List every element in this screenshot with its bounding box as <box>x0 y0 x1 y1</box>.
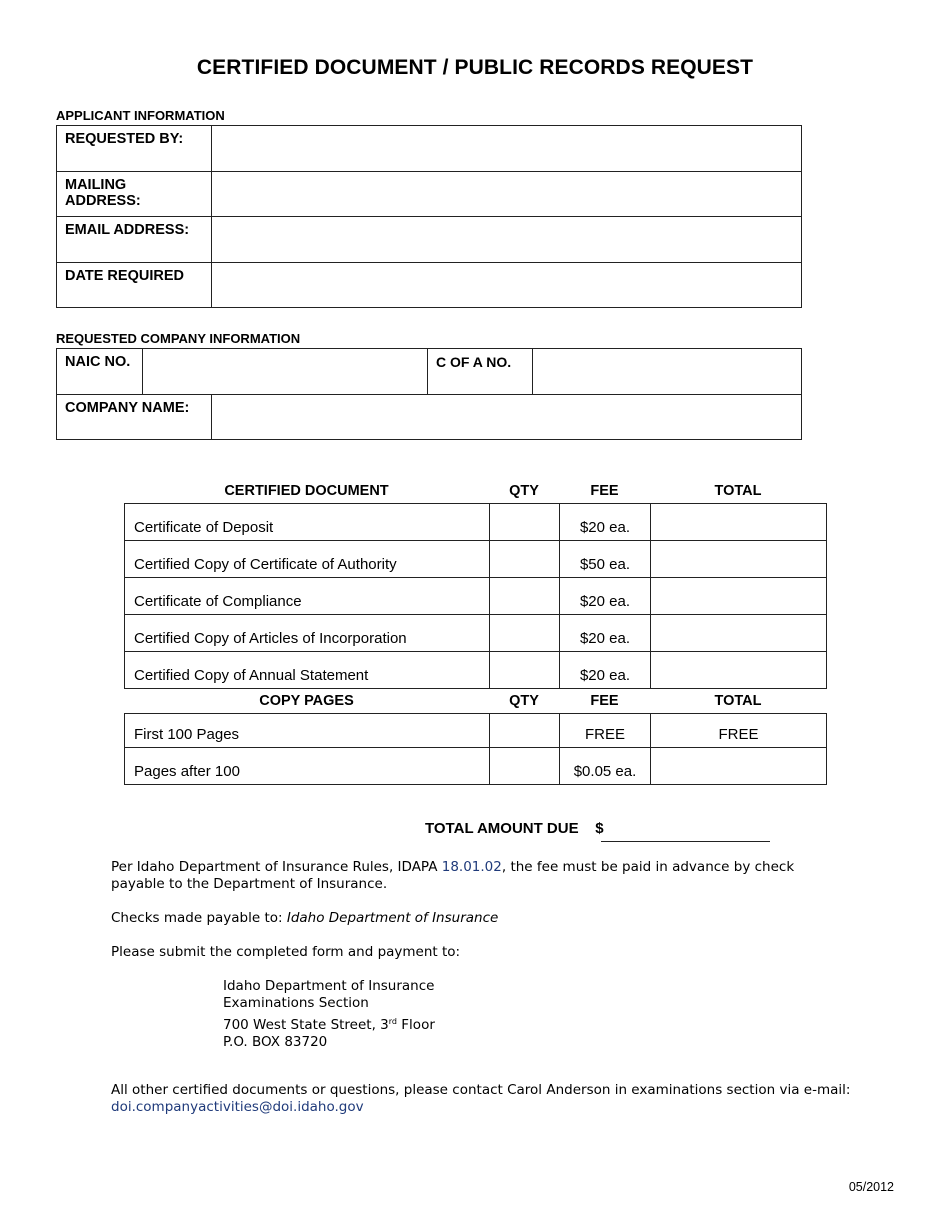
address-line: P.O. BOX 83720 <box>223 1033 328 1050</box>
table-row <box>125 504 827 541</box>
total-input[interactable] <box>651 578 826 610</box>
fee-value: FREE <box>560 714 651 748</box>
applicant-table <box>56 125 802 308</box>
total-input[interactable] <box>651 615 826 647</box>
fee-value: $0.05 ea. <box>560 748 651 785</box>
document-item: Certified Copy of Certificate of Authority <box>125 541 490 578</box>
requested-by-label: REQUESTED BY: <box>57 126 212 172</box>
document-item: Certificate of Deposit <box>125 504 490 541</box>
total-input[interactable] <box>651 748 826 780</box>
mailing-address-label: MAILING ADDRESS: <box>57 172 212 217</box>
fee-header: FEE <box>590 483 619 499</box>
coa-label: C OF A NO. <box>428 349 533 395</box>
total-value: FREE <box>651 714 827 748</box>
currency-symbol: $ <box>595 820 604 837</box>
checks-payable-text <box>111 910 846 927</box>
copy-pages-header: COPY PAGES <box>259 693 354 709</box>
qty-input[interactable] <box>490 715 559 747</box>
total-header: TOTAL <box>714 693 762 709</box>
document-item: Certified Copy of Articles of Incorporation <box>125 615 490 652</box>
rules-text-end: , the fee must be paid in advance by check payable to the Department of Insurance. <box>111 859 795 892</box>
total-input[interactable] <box>651 504 826 536</box>
fee-header: FEE <box>590 693 619 709</box>
contact-message: All other certified documents or questions, please contact Carol Anderson in examinations section via e-mail: <box>111 1082 851 1098</box>
document-item: Certificate of Compliance <box>125 578 490 615</box>
ordinal-suffix: rd <box>388 1016 397 1026</box>
total-input[interactable] <box>651 541 826 573</box>
qty-input[interactable] <box>490 545 559 577</box>
certified-document-table <box>124 503 827 689</box>
coa-field[interactable] <box>533 349 801 373</box>
rules-text-start: Per Idaho Department of Insurance Rules, IDAPA <box>111 859 442 875</box>
checks-label: Checks made payable to: <box>111 910 287 926</box>
contact-text <box>111 1082 856 1116</box>
email-address-label: EMAIL ADDRESS: <box>57 217 212 263</box>
table-row <box>125 615 827 652</box>
total-amount-due <box>425 820 604 837</box>
date-required-label: DATE REQUIRED <box>57 263 212 308</box>
fee-value: $50 ea. <box>560 541 651 578</box>
total-amount-due-label: TOTAL AMOUNT DUE <box>425 820 579 837</box>
contact-email-link[interactable]: doi.companyactivities@doi.idaho.gov <box>111 1099 364 1115</box>
email-address-field[interactable] <box>212 217 801 241</box>
company-section-heading: REQUESTED COMPANY INFORMATION <box>56 331 301 346</box>
floor-text: Floor <box>397 1016 435 1033</box>
total-header: TOTAL <box>714 483 762 499</box>
naic-label: NAIC NO. <box>57 349 143 395</box>
street-text: 700 West State Street, 3 <box>223 1016 389 1033</box>
certified-document-header: CERTIFIED DOCUMENT <box>224 483 389 499</box>
company-name-label: COMPANY NAME: <box>57 395 212 440</box>
address-line: Idaho Department of Insurance <box>223 978 435 994</box>
copy-item: First 100 Pages <box>125 714 490 748</box>
requested-by-field[interactable] <box>212 126 801 150</box>
payment-rules-text <box>111 859 846 893</box>
submit-instructions: Please submit the completed form and payment to: <box>111 944 461 960</box>
qty-input[interactable] <box>490 656 559 688</box>
naic-field[interactable] <box>143 349 427 373</box>
fee-value: $20 ea. <box>560 578 651 615</box>
qty-input[interactable] <box>490 582 559 614</box>
qty-input[interactable] <box>490 508 559 540</box>
page-title: CERTIFIED DOCUMENT / PUBLIC RECORDS REQUEST <box>196 56 754 79</box>
qty-header: QTY <box>509 483 539 499</box>
table-row <box>125 541 827 578</box>
applicant-row <box>57 126 802 172</box>
applicant-row <box>57 172 802 217</box>
company-table <box>56 348 802 440</box>
fee-value: $20 ea. <box>560 504 651 541</box>
copy-item: Pages after 100 <box>125 748 490 785</box>
form-revision-date: 05/2012 <box>848 1180 894 1194</box>
applicant-row <box>57 263 802 308</box>
fee-value: $20 ea. <box>560 652 651 689</box>
total-amount-due-field[interactable] <box>601 823 770 842</box>
table-row <box>125 578 827 615</box>
date-required-field[interactable] <box>212 263 801 287</box>
mailing-address-block <box>223 978 435 1051</box>
copy-pages-table <box>124 713 827 785</box>
qty-input[interactable] <box>490 619 559 651</box>
mailing-address-field[interactable] <box>212 172 801 196</box>
total-input[interactable] <box>651 652 826 684</box>
qty-input[interactable] <box>490 752 559 784</box>
address-line: Examinations Section <box>223 995 369 1012</box>
table-row <box>125 748 827 785</box>
fee-value: $20 ea. <box>560 615 651 652</box>
address-line <box>223 1013 435 1034</box>
applicant-section-heading: APPLICANT INFORMATION <box>56 108 225 123</box>
idapa-link[interactable]: 18.01.02 <box>441 859 502 875</box>
table-row <box>125 714 827 748</box>
qty-header: QTY <box>509 693 539 709</box>
company-name-field[interactable] <box>212 395 801 419</box>
document-item: Certified Copy of Annual Statement <box>125 652 490 689</box>
applicant-row <box>57 217 802 263</box>
checks-payee: Idaho Department of Insurance <box>286 910 499 926</box>
table-row <box>125 652 827 689</box>
